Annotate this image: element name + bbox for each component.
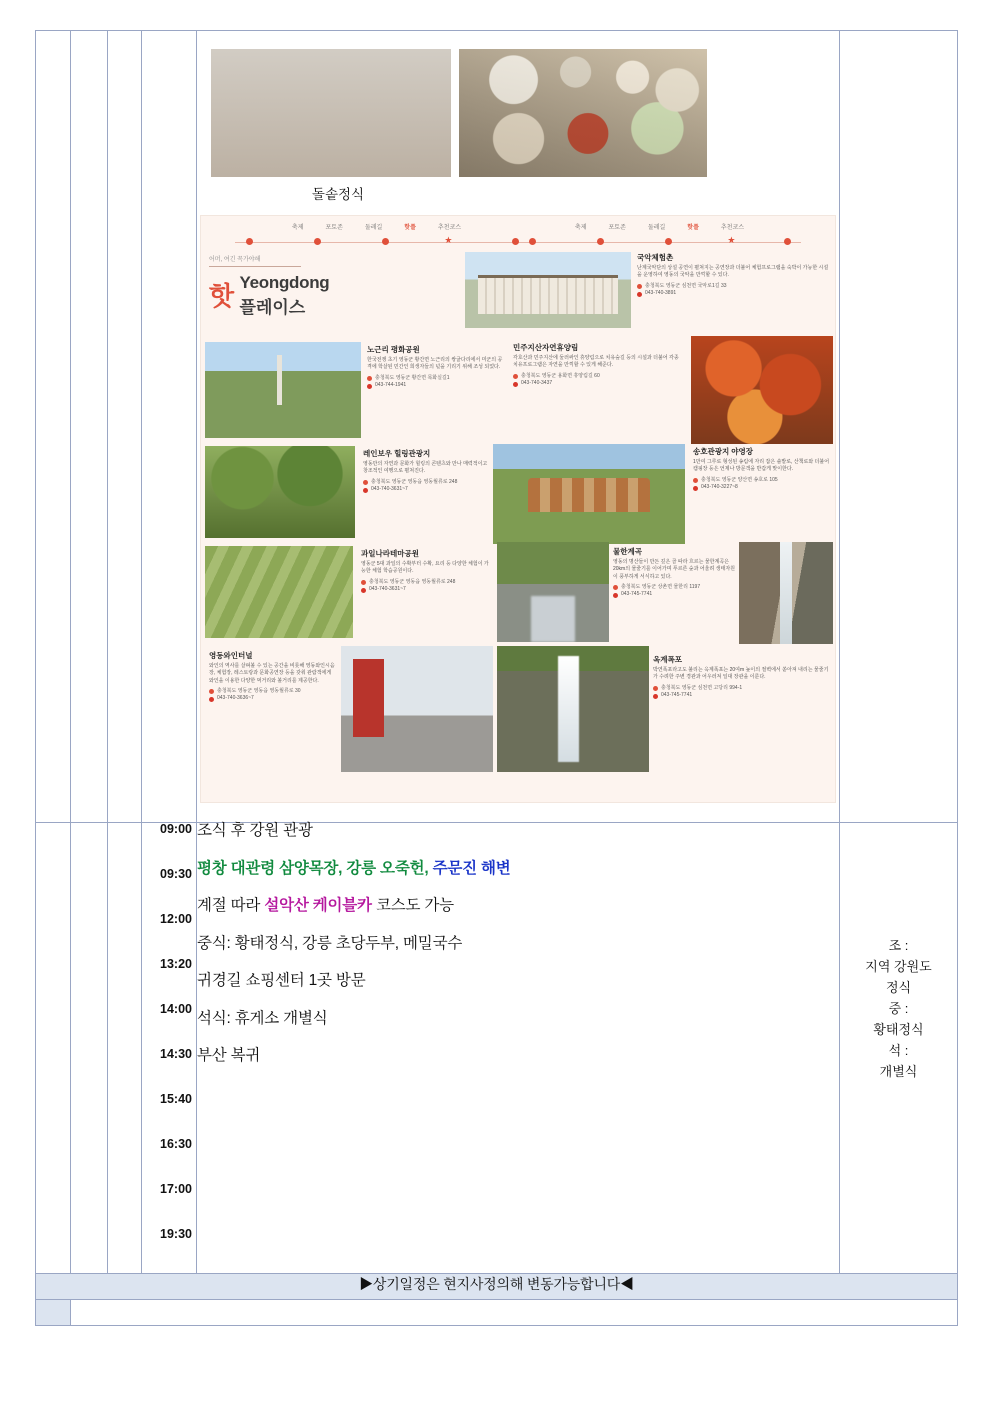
- time-1930: 19:30: [160, 1227, 192, 1241]
- brochure-image-gugak: [465, 252, 631, 328]
- logo-yeongdong: Yeongdong: [239, 273, 330, 292]
- logo-tagline: 어머, 여긴 꼭가야해: [209, 257, 261, 263]
- card-body: 영동의 명산들이 만든 깊은 골 따라 흐르는 물한계곡은 20km의 물줄기를 이어가며 푸르른 숲과 어울려 생태자원이 풍부하게 서식하고 있다.: [613, 559, 735, 580]
- brochure-image-nogeunri: [205, 342, 361, 438]
- meal-list: [840, 823, 957, 1082]
- cell-itinerary-description: [197, 823, 840, 1274]
- itinerary-line-3: [197, 898, 839, 914]
- itinerary-line-2: [197, 861, 839, 877]
- card-address: 충청북도 영동군 상촌면 물한리 1197: [613, 584, 735, 592]
- time-0930: 09:30: [160, 867, 192, 881]
- logo-hot-char: 핫: [209, 280, 235, 311]
- table-row-schedule: [36, 823, 958, 1274]
- cell-day-media: [36, 31, 71, 823]
- card-title: 물한계곡: [613, 547, 642, 556]
- brochure-image-camping: [493, 444, 685, 544]
- card-meta: [653, 685, 833, 700]
- itinerary-line-1: 조식 후 강원 관광: [197, 822, 313, 839]
- brochure-card-fruitpark: [361, 548, 491, 640]
- photo-row: [197, 49, 839, 177]
- card-body: 영동군 5대 과일의 수확부터 수확, 요리 등 다양한 체험이 가능한 체험 학습공원이다.: [361, 561, 489, 575]
- time-0900: 09:00: [160, 822, 192, 836]
- brochure-nav-hotplace-r: 핫플: [687, 225, 699, 231]
- time-1400: 14:00: [160, 1002, 192, 1016]
- time-1700: 17:00: [160, 1182, 192, 1196]
- card-meta: [209, 688, 335, 703]
- brochure-logo: [209, 254, 461, 342]
- card-meta: [637, 283, 833, 298]
- meal-breakfast-value-2: 정식: [885, 980, 912, 996]
- brochure-image-rainbow: [205, 446, 355, 538]
- meal-breakfast-label: 조 :: [888, 938, 909, 953]
- card-title: 국악체험촌: [637, 253, 674, 262]
- card-meta: [367, 375, 507, 390]
- itinerary-table: [35, 30, 958, 1326]
- brochure-image-cliff: [739, 542, 833, 644]
- cell-blank-2: [108, 31, 142, 823]
- brochure-card-rainbow: [363, 448, 489, 540]
- card-meta: [693, 477, 833, 492]
- card-address: 충청북도 영동군 영동읍 영동월류로 248: [363, 479, 489, 487]
- brochure-card-minjujisan: [513, 342, 681, 438]
- itinerary-line-6: 석식: 휴게소 개별식: [197, 1009, 328, 1027]
- brochure-nav-group-left: [292, 222, 461, 231]
- card-meta: [513, 373, 681, 388]
- brochure-nav-course-l: 추천코스: [437, 225, 462, 231]
- brochure-card-nogeunri: [367, 344, 507, 440]
- brochure-nav-photozone-r: 포토존: [608, 225, 626, 231]
- card-meta: [363, 479, 489, 494]
- card-title: 과일나라테마공원: [361, 549, 419, 558]
- time-1430: 14:30: [160, 1047, 192, 1061]
- itinerary-line-5: 귀경길 쇼핑센터 1곳 방문: [197, 972, 366, 989]
- cell-meal-media: [840, 31, 958, 823]
- tail-cell-right: [71, 1300, 958, 1326]
- card-address: 충청북도 영동군 심천면 국악로1길 33: [637, 283, 833, 291]
- meal-breakfast-value-1: 지역 강원도: [865, 959, 932, 975]
- logo-place: 플레이스: [239, 298, 306, 317]
- card-title: 옥계폭포: [653, 655, 682, 664]
- card-tel: 043-745-7741: [613, 591, 735, 599]
- brochure-card-mulhan: [613, 546, 735, 642]
- card-meta: [613, 584, 735, 599]
- photo-caption-dolsot: 돌솥정식: [311, 187, 365, 202]
- brochure-nav-photozone-l: 포토존: [325, 225, 343, 231]
- card-tel: 043-740-3227~8: [693, 484, 833, 492]
- card-tel: 043-744-1941: [367, 382, 507, 390]
- photo-dolsot-meal: [211, 49, 451, 177]
- card-tel: 043-740-3631~7: [363, 486, 489, 494]
- card-body: 1만여 그루로 형성된 송림에 자리 잡은 솔밭로, 산책로와 더불어 캠핑장 등은 언제나 방문객을 반갑게 맞이한다.: [693, 459, 830, 473]
- itinerary-line-2-part-3: 주문진 해변: [432, 859, 511, 877]
- meal-lunch-label: 중 :: [888, 1001, 909, 1017]
- brochure-nav-course-r: 추천코스: [720, 225, 745, 231]
- time-1200: 12:00: [160, 912, 192, 926]
- card-body: 각호산과 민주지산에 둘러싸인 휴양림으로 치유숲길 등의 시설과 더불어 각종 치유프로그램은 자연을 만끽할 수 있게 해준다.: [513, 355, 679, 369]
- card-tel: 043-740-3437: [513, 380, 681, 388]
- brochure-image-okgye-falls: [497, 646, 649, 772]
- card-tel: 043-740-3636~7: [209, 695, 335, 703]
- brochure-card-winetunnel: [209, 650, 335, 760]
- meal-lunch-value: 황태정식: [873, 1022, 924, 1038]
- card-tel: 043-745-7741: [653, 692, 833, 700]
- time-1540: 15:40: [160, 1092, 192, 1106]
- card-address: 충청북도 영동군 황간면 목화실길1: [367, 375, 507, 383]
- logo-rule: [209, 266, 301, 267]
- notice-text: ▶상기일정은 현지사정의해 변동가능합니다◀: [36, 1274, 958, 1300]
- brochure-image-valley: [497, 542, 609, 642]
- card-address: 충청북도 영동군 양산면 송호로 105: [693, 477, 833, 485]
- itinerary-line-7: 부산 복귀: [197, 1047, 261, 1064]
- card-body: 영동만의 자연과 문화가 힐링의 콘텐츠와 만나 매력적이고 창조적인 여행으로 펼쳐진다.: [363, 461, 488, 475]
- table-row-media: [36, 31, 958, 823]
- card-title: 민주지산자연휴양림: [513, 343, 579, 352]
- card-title: 송호관광지 야영장: [693, 447, 754, 456]
- card-address: 충청북도 영동군 심천면 고당리 994-1: [653, 685, 833, 693]
- brochure-top-nav: [201, 222, 835, 231]
- brochure-image-autumn-forest: [691, 336, 833, 444]
- card-tel: 043-740-3631~7: [361, 586, 491, 594]
- cell-media-content: [197, 31, 840, 823]
- brochure-nav-festival-l: 축제: [291, 225, 304, 231]
- brochure-card-okgye: [653, 654, 833, 764]
- cell-blank-5: [108, 823, 142, 1274]
- card-address: 충청북도 영동군 용화면 휴양림길 60: [513, 373, 681, 381]
- brochure-nav-festival-r: 축제: [574, 225, 587, 231]
- cell-blank-4: [71, 823, 108, 1274]
- meal-dinner-value: 개별식: [879, 1064, 918, 1080]
- cell-meals: [840, 823, 958, 1274]
- card-title: 영동와인터널: [209, 651, 253, 660]
- cell-blank-3: [142, 31, 197, 823]
- brochure-nav-trail-l: 둘레길: [364, 225, 383, 231]
- yeongdong-hot-place-brochure: [200, 215, 836, 803]
- card-address: 충청북도 영동군 영동읍 영동월류로 248: [361, 579, 491, 587]
- card-body: 박연폭포라고도 불리는 옥계폭포는 20여m 높이의 절벽에서 쏟아져 내리는 물줄기가 수려한 주변 경관과 어우러져 일대 장관을 이룬다.: [653, 667, 829, 681]
- cell-blank-1: [71, 31, 108, 823]
- cell-times: [142, 823, 197, 1274]
- card-tel: 043-740-3891: [637, 290, 833, 298]
- card-title: 레인보우 힐링관광지: [363, 449, 431, 458]
- itinerary-line-3-part-1: 계절 따라: [197, 897, 265, 914]
- cell-day-schedule: [36, 823, 71, 1274]
- brochure-image-winetunnel: [341, 646, 493, 772]
- brochure-timeline: ★ ★: [235, 238, 801, 247]
- card-body: 한국전쟁 초기 영동군 황간면 노근리의 쌍굴다리에서 미군의 공격에 학살된 민간인 희생자들의 넋을 기리기 위해 조성 되었다.: [367, 357, 503, 371]
- card-address: 충청북도 영동군 영동읍 영동월류로 30: [209, 688, 335, 696]
- brochure-nav-hotplace-l: 핫플: [404, 225, 416, 231]
- itinerary-line-3-part-3: 코스도 가능: [371, 897, 454, 914]
- card-body: 난계국악단의 상설 공연이 펼쳐지는 공연장과 더불어 체험프로그램을 숙박이 가능한 시설을 운영하여 영동의 국악을 만끽할 수 있다.: [637, 265, 829, 279]
- card-meta: [361, 579, 491, 594]
- meal-dinner-label: 석 :: [888, 1043, 909, 1059]
- brochure-card-gugak: [637, 252, 833, 332]
- table-row-notice: [36, 1274, 958, 1300]
- time-1630: 16:30: [160, 1137, 192, 1151]
- itinerary-line-3-part-2: 설악산 케이블카: [264, 897, 372, 914]
- card-title: 노근리 평화공원: [367, 345, 420, 354]
- brochure-image-fruitpark: [205, 546, 353, 638]
- table-row-tail: [36, 1300, 958, 1326]
- tail-cell-left: [36, 1300, 71, 1326]
- itinerary-line-2-part-1: 평창 대관령 삼양목장,: [197, 859, 347, 877]
- brochure-nav-group-right: [575, 222, 744, 231]
- itinerary-line-4: 중식: 황태정식, 강릉 초당두부, 메밀국수: [197, 934, 463, 952]
- time-list: [142, 823, 196, 1273]
- itinerary-line-2-part-2: 강릉 오죽헌,: [346, 859, 433, 877]
- card-body: 와인의 역사를 살펴볼 수 있는 공간을 비롯해 영동와인시음장, 체험장, 레스토랑과 문화공연장 등을 갖춰 관람객에게 와인을 이용한 다양한 먹거리와 볼거리를 제공한다.: [209, 663, 335, 684]
- brochure-nav-trail-r: 둘레길: [647, 225, 666, 231]
- brochure-card-songho: [693, 446, 833, 538]
- photo-hwangtae-meal: [459, 49, 707, 177]
- time-1320: 13:20: [160, 957, 192, 971]
